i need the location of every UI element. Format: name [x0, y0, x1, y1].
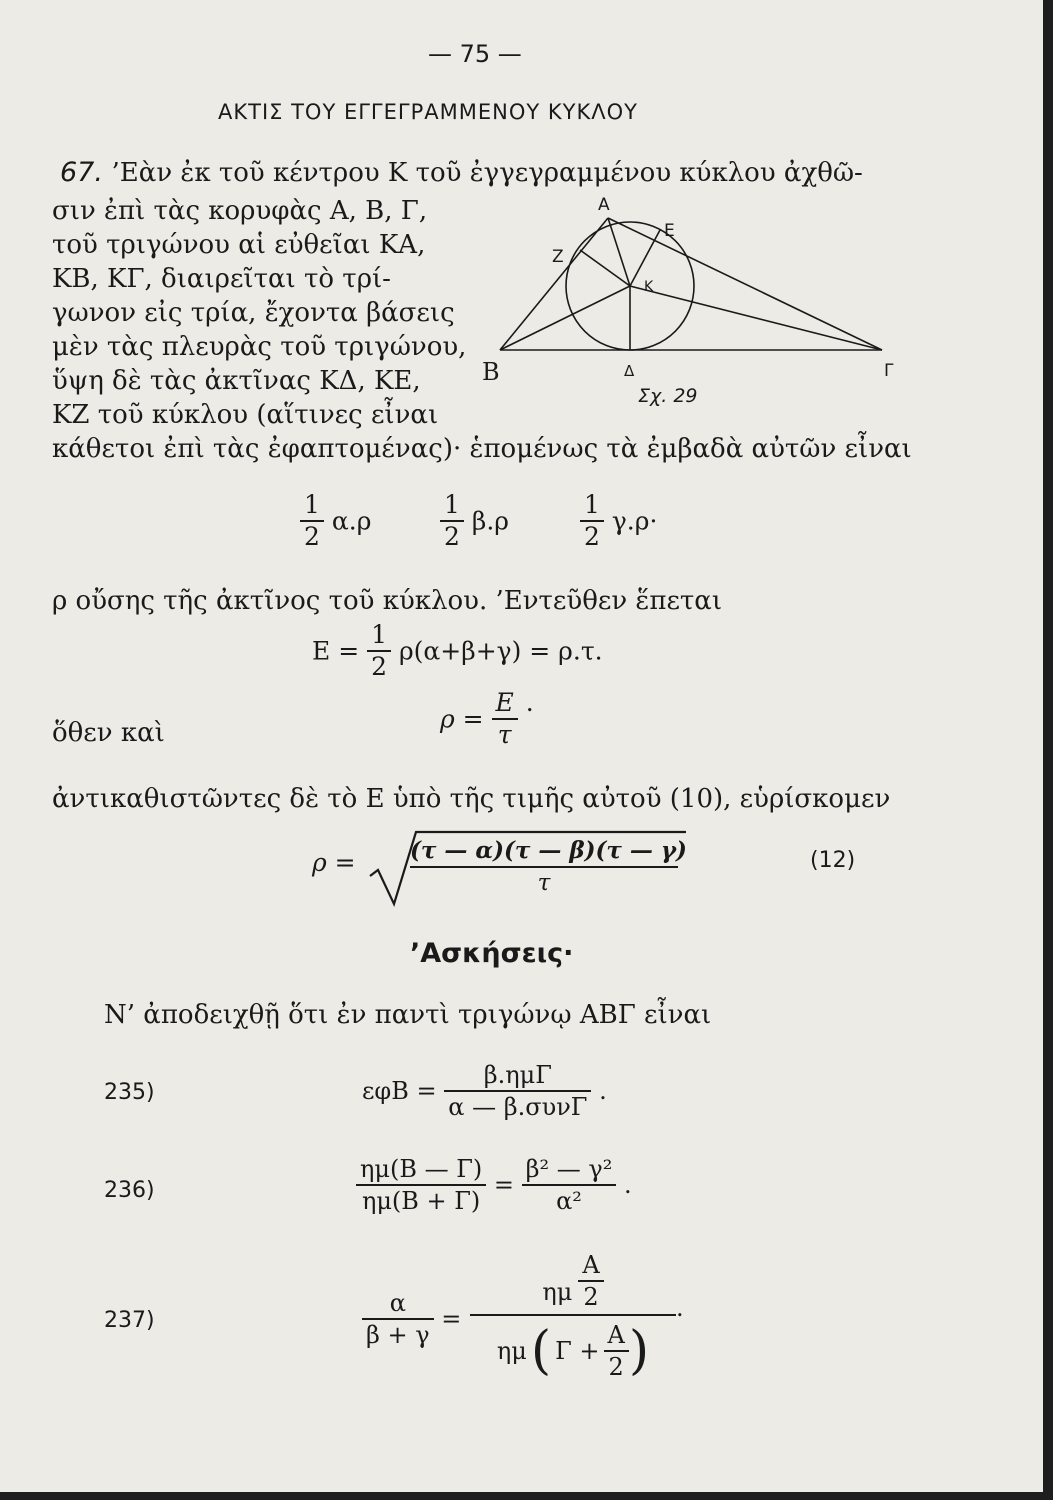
exercise-237-label: 237) — [104, 1308, 155, 1333]
figure-caption: Σχ. 29 — [638, 385, 698, 407]
section-title: ΑΚΤΙΣ ΤΟΥ ΕΓΓΕΓΡΑΜΜΕΝΟΥ ΚΥΚΛΟΥ — [218, 100, 638, 124]
page-number: — 75 — — [428, 40, 522, 68]
exercise-237-rhs: ημ $\frac{A}{2}$ ημ ( Γ + $\frac{A}{2}$ ) — [470, 1250, 676, 1386]
label-d: Δ — [624, 362, 635, 380]
paragraph-line-4: ΚΒ, ΚΓ, διαιρεῖται τὸ τρί- — [52, 264, 391, 294]
paragraph-line-8: ΚΖ τοῦ κύκλου (αἵτινες εἶναι — [52, 400, 439, 430]
exercises-intro: Ν’ ἀποδειχθῇ ὅτι ἐν παντὶ τριγώνῳ ΑΒΓ εἶναι — [104, 1000, 712, 1030]
label-g: Γ — [884, 361, 894, 381]
area-term-2: $\frac{1}{2}$ β.ρ — [440, 490, 509, 552]
paragraph-line-5: γωνον εἰς τρία, ἔχοντα βάσεις — [52, 298, 455, 328]
bottom-edge — [0, 1492, 1053, 1500]
paragraph-line-2: σιν ἐπὶ τὰς κορυφὰς Α, Β, Γ, — [52, 196, 428, 226]
text-substitution: ἀντικαθιστῶντες δὲ τὸ Ε ὑπὸ τῆς τιμῆς αὐτοῦ (10), εὑρίσκομεν — [52, 784, 891, 814]
segment-kb — [500, 286, 630, 350]
segment-ka — [608, 218, 630, 286]
figure-triangle-incircle — [470, 190, 920, 420]
segment-kz — [580, 250, 630, 286]
segment-ke — [630, 230, 660, 286]
label-b: Β — [482, 358, 500, 386]
paragraph-line-6: μὲν τὰς πλευρὰς τοῦ τριγώνου, — [52, 332, 467, 362]
paragraph-text: ’Εὰν ἐκ τοῦ κέντρου Κ τοῦ ἐγγεγραμμένου κύκλου ἀχθῶ- — [111, 158, 863, 188]
segment-kg — [630, 286, 882, 350]
text-rho: ρ οὔσης τῆς ἀκτῖνος τοῦ κύκλου. ’Εντεῦθεν ἕπεται — [52, 586, 723, 616]
label-k: Κ — [644, 279, 654, 295]
exercises-title: ’Ασκήσεις· — [410, 938, 574, 969]
area-term-3: $\frac{1}{2}$ γ.ρ· — [580, 490, 657, 552]
equation-12-lhs: ρ = — [312, 848, 356, 877]
exercise-237-end: . — [676, 1294, 684, 1322]
exercise-237-lhs: $\frac{\alpha}{\beta + \gamma}$ = — [362, 1288, 461, 1350]
label-e: Ε — [664, 221, 675, 241]
paragraph-number: 67. — [60, 157, 103, 188]
equation-12-fraction: (τ — α)(τ — β)(τ — γ) τ — [410, 837, 687, 896]
label-a: Α — [598, 195, 610, 215]
exercise-235-label: 235) — [104, 1080, 155, 1105]
paragraph-line-3: τοῦ τριγώνου αἱ εὐθεῖαι ΚΑ, — [52, 230, 426, 260]
text-hothen: ὅθεν καὶ — [52, 718, 165, 748]
exercise-236-equation: $\frac{\eta\mu(B — \Gamma)}{\eta\mu(B + \Gamma)}$ = $\frac{\text{β² — γ²}}{\text{α²}}$ . — [356, 1154, 632, 1216]
area-term-1: $\frac{1}{2}$ α.ρ — [300, 490, 371, 552]
exercise-236-label: 236) — [104, 1178, 155, 1203]
label-z: Ζ — [552, 247, 564, 267]
equation-area: Ε = $\frac{1}{2}$ ρ(α+β+γ) = ρ.τ. — [312, 620, 603, 681]
equation-12-tag: (12) — [810, 848, 856, 873]
paragraph-line-9: κάθετοι ἐπὶ τὰς ἐφαπτομένας)· ἑπομένως τὰ ἐμβαδὰ αὐτῶν εἶναι — [52, 434, 912, 464]
paragraph-line-1 — [60, 156, 863, 190]
page-edge — [1043, 0, 1053, 1500]
exercise-235-equation: εφΒ = $\frac{\text{β.ημΓ}}{\text{α — β.συνΓ}}$ . — [362, 1061, 607, 1121]
paragraph-line-7: ὕψη δὲ τὰς ἀκτῖνας ΚΔ, ΚΕ, — [52, 366, 421, 396]
side-ab — [500, 218, 608, 350]
equation-rho: ρ = $\frac{E}{\tau}$ . — [440, 688, 534, 749]
